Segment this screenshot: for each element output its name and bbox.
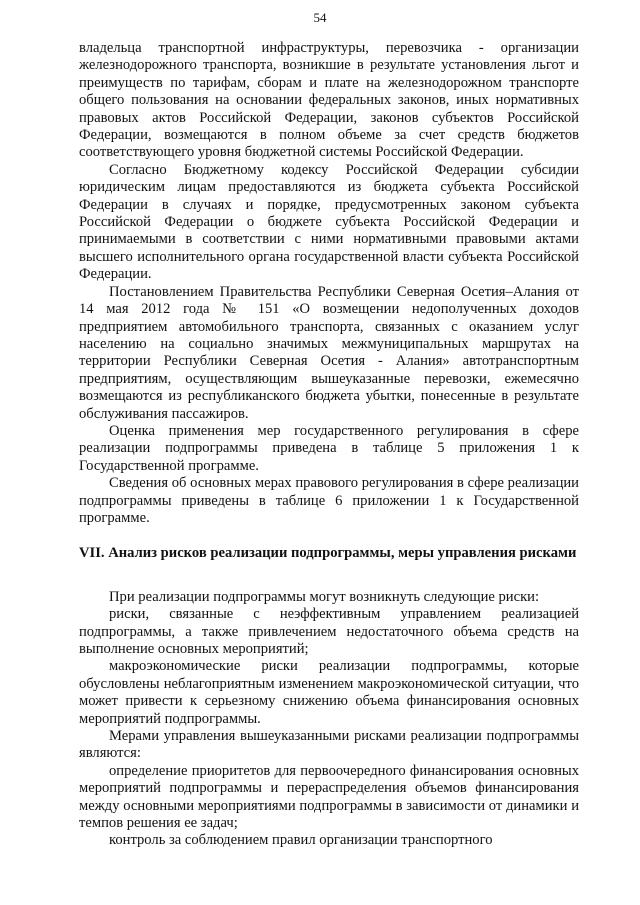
paragraph-risks-intro: При реализации подпрограммы могут возникнуть следующие риски: xyxy=(109,588,540,605)
paragraph-legal-measures: Сведения об основных мерах правового регулирования в сфере реализации подпрограммы приведены в таблице 6 приложении 1 к Государственной программе. xyxy=(79,475,579,526)
list-item-priorities: определение приоритетов для первоочередного финансирования основных мероприятий подпрограммы и перераспределения объемов финансирования между основными мероприятиями подпрограммы в зависимости от динамики и темпов решения ее задач; xyxy=(79,762,579,832)
list-item-control: контроль за соблюдением правил организации транспортного xyxy=(109,832,493,849)
paragraph-government-decree: Постановлением Правительства Республики Северная Осетия–Алания от 14 мая 2012 года № 151 «О возмещении недополученных доходов предприятием автомобильного транспорта, связанных с оказанием услуг населению на социально значимых межмуниципальных маршрутах на территории Республики Северная Осетия - Алания» автотранспортным предприятиям, осуществляющим вышеуказанные перевозки, ежемесячно возмещаются из республиканского бюджета убытки, понесенные в результате обслуживания пассажиров. xyxy=(79,283,579,422)
section-title: VII. Анализ рисков реализации подпрограммы, меры управления рисками xyxy=(79,545,577,562)
list-item-management-risks: риски, связанные с неэффективным управлением реализацией подпрограммы, а также привлечением недостаточного объема средств на выполнение основных мероприятий; xyxy=(79,606,579,657)
list-item-macroeconomic-risks: макроэкономические риски реализации подпрограммы, которые обусловлены неблагоприятным изменением макроэкономической ситуации, что может привести к серьезному снижению объема финансирования основных мероприятий подпрограммы. xyxy=(79,658,579,727)
page-number: 54 xyxy=(313,10,327,25)
paragraph-budget-code: Согласно Бюджетному кодексу Российской Федерации субсидии юридическим лицам предоставляются из бюджета субъекта Российской Федерации в случаях и порядке, предусмотренных законом субъекта Российской Федерации о бюджете субъекта Российской Федерации и принимаемыми в соответствии с ними нормативными правовыми актами высшего исполнительного органа государственной власти субъекта Российской Федерации. xyxy=(79,161,579,283)
paragraph-regulation-assessment: Оценка применения мер государственного регулирования в сфере реализации подпрограммы приведена в таблице 5 приложения 1 к Государственной программе. xyxy=(79,422,579,474)
paragraph-continuation: владельца транспортной инфраструктуры, перевозчика - организации железнодорожного транспорта, возникшие в результате установления льгот и преимуществ по тарифам, сборам и плате на железнодорожном транспорте общего пользования на основании федеральных законов, иных нормативных правовых актов Российской Федерации, законов субъектов Российской Федерации, возмещаются в полном объеме за счет средств бюджетов соответствующего уровня бюджетной системы Российской Федерации. xyxy=(79,40,579,161)
document-body xyxy=(79,40,579,850)
paragraph-risk-measures-intro: Мерами управления вышеуказанными рисками реализации подпрограммы являются: xyxy=(79,728,579,762)
